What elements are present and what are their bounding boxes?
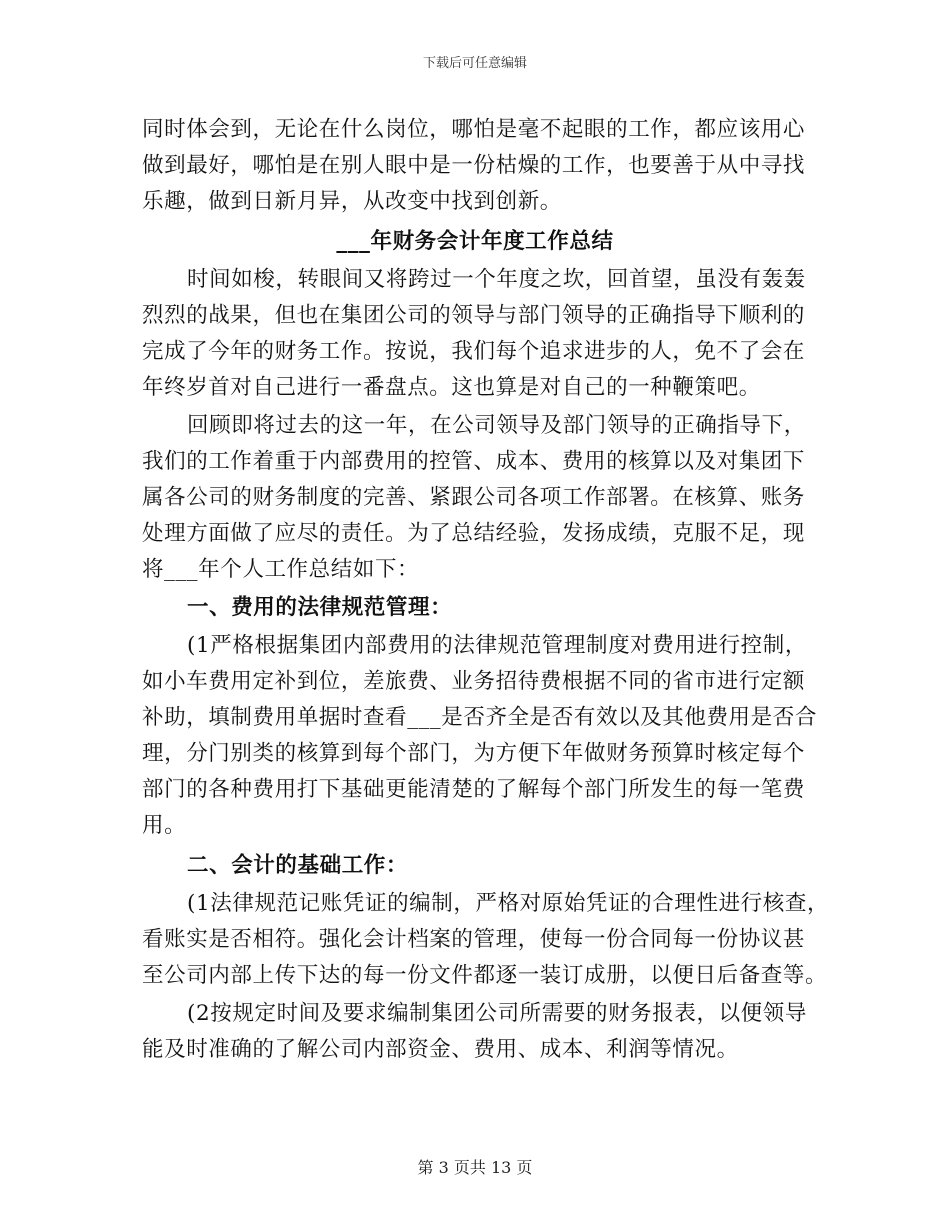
text-line: 部门的各种费用打下基础更能清楚的了解每个部门所发生的每一笔费 — [142, 777, 806, 802]
text-line: 同时体会到，无论在什么岗位，哪怕是毫不起眼的工作，都应该用心 — [142, 117, 806, 142]
text-line: 烈烈的战果，但也在集团公司的领导与部门领导的正确指导下顺利的 — [142, 303, 806, 328]
text-line: 看账实是否相符。强化会计档案的管理，使每一份合同每一份协议甚 — [142, 927, 806, 952]
text-line: 年终岁首对自己进行一番盘点。这也算是对自己的一种鞭策吧。 — [142, 375, 761, 400]
text-line: 我们的工作着重于内部费用的控管、成本、费用的核算以及对集团下 — [142, 449, 806, 474]
text-line: 处理方面做了应尽的责任。为了总结经验，发扬成绩，克服不足，现 — [142, 521, 806, 546]
section-title: ___年财务会计年度工作总结 — [336, 229, 614, 254]
text-line: 至公司内部上传下达的每一份文件都逐一装订成册，以便日后备查等。 — [142, 963, 828, 988]
text-line: 用。 — [142, 813, 187, 838]
page-footer: 第 3 页共 13 页 — [417, 1158, 533, 1177]
section-heading: 二、会计的基础工作： — [187, 853, 409, 878]
text-line: 如小车费用定补到位，差旅费、业务招待费根据不同的省市进行定额 — [142, 669, 806, 694]
text-line: 属各公司的财务制度的完善、紧跟公司各项工作部署。在核算、账务 — [142, 485, 806, 510]
section-heading: 一、费用的法律规范管理： — [187, 595, 453, 620]
page-header: 下载后可任意编辑 — [422, 56, 527, 71]
text-line: (2按规定时间及要求编制集团公司所需要的财务报表，以便领导 — [187, 1001, 807, 1026]
text-line: 乐趣，做到日新月异，从改变中找到创新。 — [142, 189, 562, 214]
text-line: 将___年个人工作总结如下： — [142, 557, 420, 582]
text-line: (1法律规范记账凭证的编制，严格对原始凭证的合理性进行核查， — [187, 891, 830, 916]
text-line: 回顾即将过去的这一年，在公司领导及部门领导的正确指导下， — [187, 413, 806, 438]
text-line: 补助，填制费用单据时查看___是否齐全是否有效以及其他费用是否合 — [142, 705, 817, 730]
text-line: 时间如梭，转眼间又将跨过一个年度之坎，回首望，虽没有轰轰 — [187, 267, 806, 292]
text-line: (1严格根据集团内部费用的法律规范管理制度对费用进行控制， — [187, 633, 807, 658]
text-line: 理，分门别类的核算到每个部门，为方便下年做财务预算时核定每个 — [142, 741, 806, 766]
text-line: 能及时准确的了解公司内部资金、费用、成本、利润等情况。 — [142, 1037, 739, 1062]
text-line: 做到最好，哪怕是在别人眼中是一份枯燥的工作，也要善于从中寻找 — [142, 153, 806, 178]
text-line: 完成了今年的财务工作。按说，我们每个追求进步的人，免不了会在 — [142, 339, 806, 364]
